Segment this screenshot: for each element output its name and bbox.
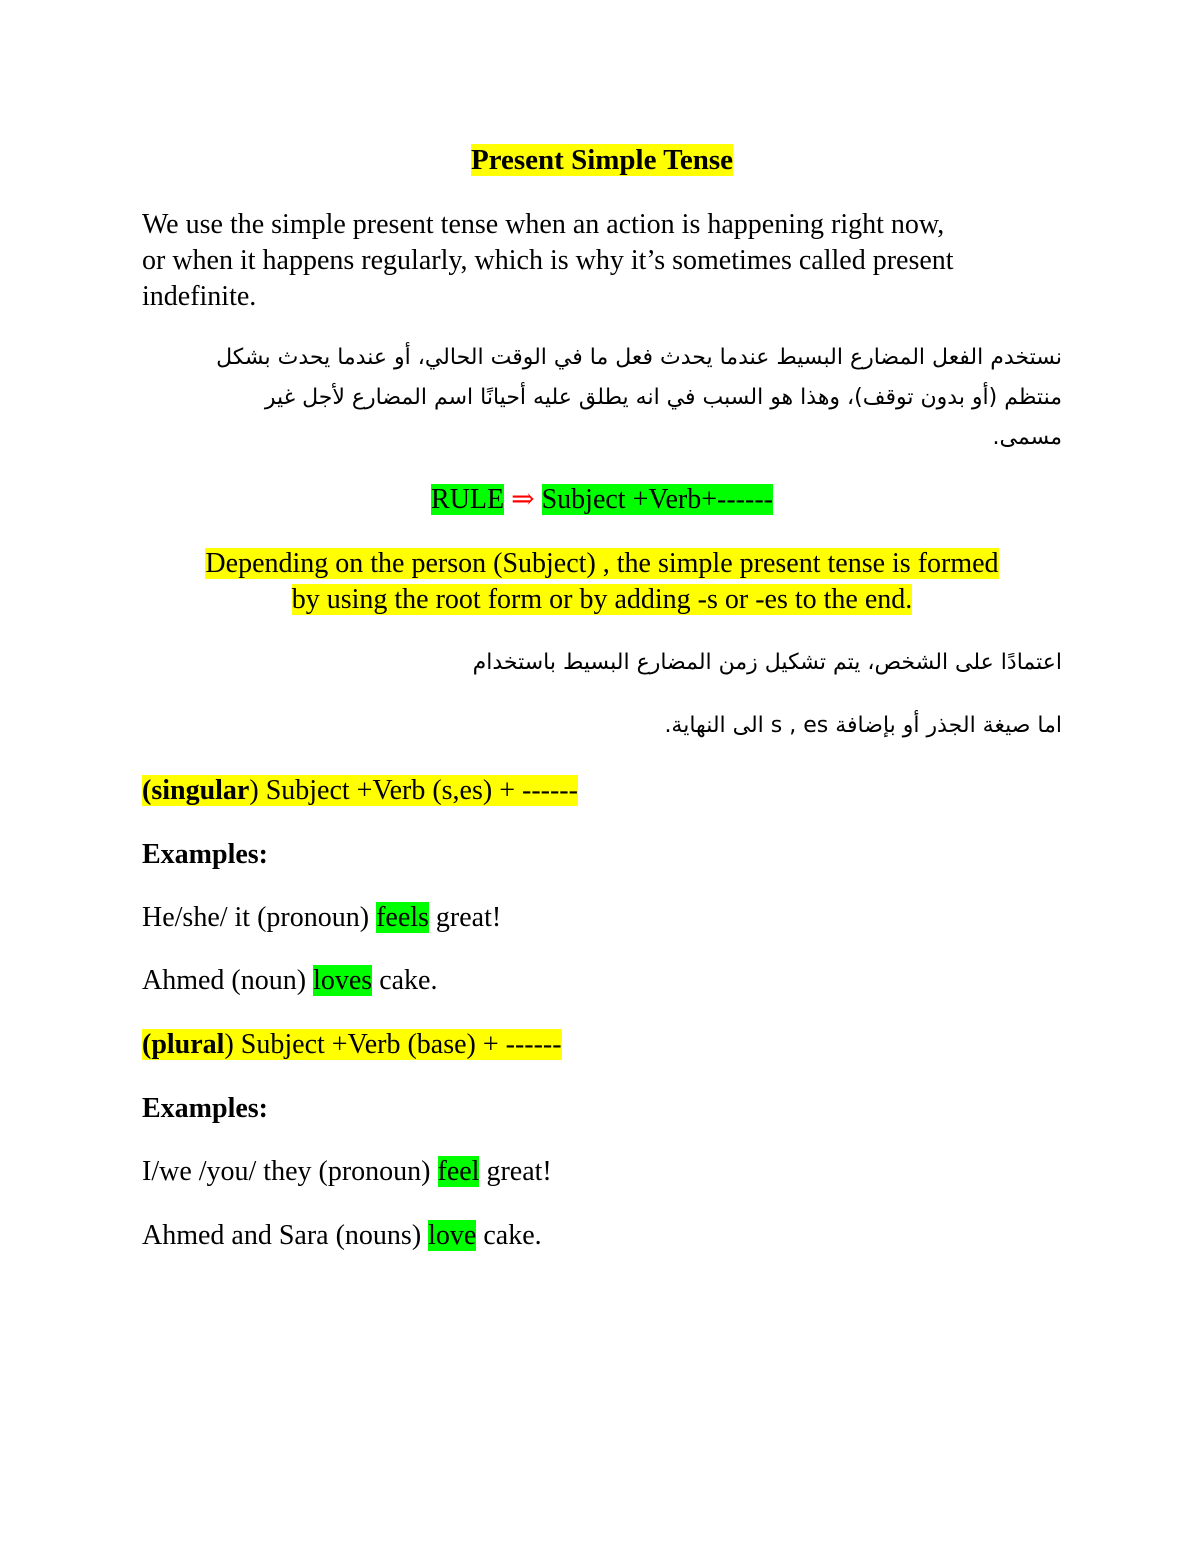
- example-text-after: cake.: [476, 1220, 542, 1251]
- arabic-depending-line-2: اما صيغة الجذر أو بإضافة s , es الى النهاية.: [664, 713, 1062, 738]
- example-verb: feel: [437, 1156, 480, 1187]
- example-text-after: cake.: [372, 965, 438, 996]
- singular-open-paren: (: [142, 775, 152, 806]
- page-title: Present Simple Tense: [470, 144, 734, 176]
- example-verb: feels: [376, 902, 429, 933]
- examples-heading-plural: Examples:: [142, 1093, 268, 1124]
- singular-example-1: [142, 900, 1062, 936]
- example-text-before: Ahmed (noun): [142, 965, 314, 996]
- singular-example-2: [142, 963, 1062, 999]
- depending-text-1: Depending on the person (Subject) , the simple present tense is formed: [205, 548, 999, 579]
- singular-close-paren: ): [249, 775, 259, 806]
- plural-rule-line: [142, 1027, 1062, 1063]
- example-verb: loves: [313, 965, 373, 996]
- plural-example-1: [142, 1154, 1062, 1190]
- arabic-intro-line-2: منتظم (أو بدون توقف)، وهذا هو السبب في انه يطلق عليه أحيانًا اسم المضارع لأجل غير: [264, 385, 1062, 410]
- plural-close-paren: ): [224, 1029, 234, 1060]
- example-text-before: Ahmed and Sara (nouns): [142, 1220, 429, 1251]
- arabic-intro-line-3: مسمى.: [992, 425, 1062, 450]
- rule-line: [142, 482, 1062, 518]
- singular-formula: Subject +Verb (s,es) + ------: [258, 775, 578, 806]
- plural-open-paren: (: [142, 1029, 152, 1060]
- intro-line-2: or when it happens regularly, which is why it’s sometimes called present: [142, 245, 954, 276]
- rule-formula: Subject +Verb+------: [541, 484, 773, 515]
- intro-line-3: indefinite.: [142, 281, 257, 312]
- example-text-after: great!: [479, 1156, 552, 1187]
- example-text-before: He/she/ it (pronoun): [142, 902, 377, 933]
- arabic-depending-line-1: اعتمادًا على الشخص، يتم تشكيل زمن المضارع البسيط باستخدام: [472, 650, 1062, 675]
- plural-label: plural: [151, 1029, 225, 1060]
- example-verb: love: [428, 1220, 477, 1251]
- title-line: [142, 142, 1062, 178]
- intro-line-1: We use the simple present tense when an action is happening right now,: [142, 209, 945, 240]
- depending-line-1: [142, 546, 1062, 582]
- singular-rule-line: [142, 773, 1062, 809]
- example-text-before: I/we /you/ they (pronoun): [142, 1156, 438, 1187]
- plural-rule: [142, 1029, 562, 1060]
- plural-formula: Subject +Verb (base) + ------: [233, 1029, 562, 1060]
- right-arrow-icon: ⇒: [511, 484, 535, 515]
- singular-rule: [142, 775, 578, 806]
- examples-heading-singular: Examples:: [142, 839, 268, 870]
- example-text-after: great!: [428, 902, 502, 933]
- arabic-intro-line-1: نستخدم الفعل المضارع البسيط عندما يحدث فعل ما في الوقت الحالي، أو عندما يحدث بشكل: [216, 345, 1062, 370]
- plural-example-2: [142, 1218, 1062, 1254]
- depending-line-2: [142, 582, 1062, 618]
- depending-text-2: by using the root form or by adding -s or -es to the end.: [291, 584, 913, 615]
- singular-label: singular: [151, 775, 250, 806]
- rule-label: RULE: [431, 484, 505, 515]
